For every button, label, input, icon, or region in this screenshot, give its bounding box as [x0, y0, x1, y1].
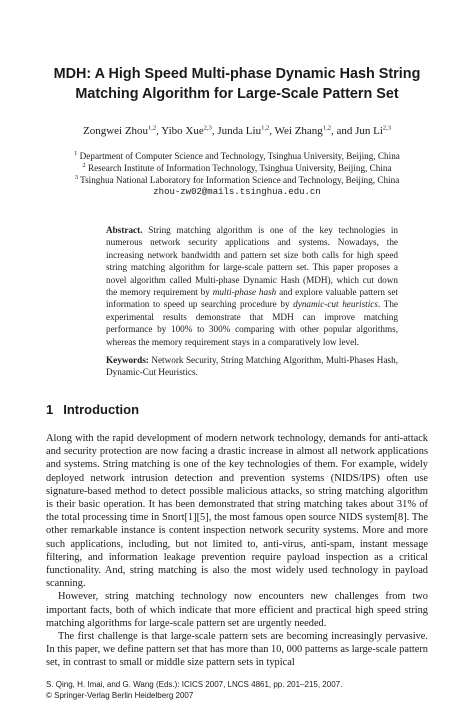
affiliation-text: Research Institute of Information Technology, Tsinghua University, Beijing, China	[85, 163, 392, 173]
section-number: 1	[46, 402, 54, 417]
affiliation	[30, 150, 444, 162]
page-footer	[46, 680, 428, 701]
keywords-text: Network Security, String Matching Algorithm, Multi-Phases Hash, Dynamic-Cut Heuristics.	[106, 355, 398, 378]
footer-copyright: © Springer-Verlag Berlin Heidelberg 2007	[46, 690, 194, 700]
author-name: Zongwei Zhou	[82, 125, 149, 137]
affiliation-list	[30, 150, 444, 186]
abstract-run: String matching algorithm is one of the key technologies in numerous network security applications and systems. Nowadays, the increasing network bandwidth and pattern set size both calls for high speed string matching algorithm for large-scale pattern set. This paper proposes a novel algorithm called Multi-phase Dynamic Hash (MDH), which cut down the memory requirement by	[106, 225, 398, 298]
abstract-run: and explore valuable pattern set information to speed up searching procedure by	[106, 287, 398, 310]
affiliation-text: Department of Computer Science and Technology, Tsinghua University, Beijing, China	[77, 151, 400, 161]
abstract	[106, 224, 398, 348]
author-list: Zongwei Zhou$^{1,2}$, Yibo Xue$^{2,3}$, Junda Liu$^{1,2}$, Wei Zhang$^{1,2}$, and Jun Li$^{2,3}$	[82, 124, 392, 137]
affiliation-mark: 3	[74, 173, 78, 181]
affiliation	[30, 162, 444, 174]
section-title: Introduction	[63, 402, 140, 417]
paper-title: MDH: A High Speed Multi-phase Dynamic Hash String Matching Algorithm for Large-Scale Pattern Set	[53, 66, 421, 102]
author-name: Jun Li	[355, 125, 383, 137]
body-paragraph: The first challenge is that large-scale pattern sets are becoming increasingly pervasive. In this paper, we define pattern set that has more than 10, 000 patterns as large-scale pattern set, in contrast to small or middle size pattern sets in typical	[46, 631, 428, 669]
affiliation-mark: 1	[74, 149, 78, 157]
author-affiliation-mark: 1,2	[261, 124, 270, 132]
abstract-label: Abstract.	[106, 225, 143, 235]
abstract-text	[106, 225, 398, 347]
abstract-emphasis: dynamic-cut heuristics	[293, 299, 378, 310]
author-affiliation-mark: 1,2	[322, 124, 331, 132]
abstract-emphasis: multi-phase hash	[212, 287, 277, 298]
keywords	[106, 354, 398, 379]
keywords-label: Keywords:	[106, 355, 149, 365]
author-affiliation-mark: 2,3	[203, 124, 212, 132]
footer-citation: S. Qing, H. Imai, and G. Wang (Eds.): ICICS 2007, LNCS 4861, pp. 201–215, 2007.	[46, 680, 343, 689]
body-paragraph: However, string matching technology now encounters new challenges from two important facts, both of which indicate that more efficient and practical high speed string matching algorithms for large-scale pattern set are urgently needed.	[46, 591, 428, 629]
author-email: zhou-zw02@mails.tsinghua.edu.cn	[153, 187, 321, 197]
section-heading	[46, 402, 428, 417]
author-name: Yibo Xue	[161, 125, 204, 137]
author-name: Wei Zhang	[274, 125, 323, 137]
affiliation-mark: 2	[82, 161, 86, 169]
author-affiliation-mark: 2,3	[382, 124, 392, 132]
affiliation-text: Tsinghua National Laboratory for Information Science and Technology, Beijing, China	[77, 175, 400, 185]
body-paragraph: Along with the rapid development of modern network technology, demands for anti-attack and security protection are now facing a drastic increase in almost all network applications and systems. String matching is one of the key technologies of them. For example, widely deployed network intrusion detection and prevention systems (NIDS/IPS) often use signature-based method to detect possible malicious attacks, so string matching algorithm is their basic operation. It has been demonstrated that string matching takes about 31% of the total processing time in Snort[1][5], the most famous open source NIDS system[8]. The other remarkable instance is content inspection network security systems. More and more such applications, including, but not limited to, anti-virus, anti-spam, instant message filtering, and information leakage prevention require payload inspection as a critical functionality. And, string matching is also the most widely used technology in payload scanning.	[46, 433, 428, 590]
affiliation	[30, 174, 444, 186]
affiliations	[30, 150, 444, 198]
author-name: Junda Liu	[217, 125, 262, 137]
section-body	[46, 432, 428, 670]
author-affiliation-mark: 1,2	[148, 124, 157, 132]
abstract-run: . The experimental results demonstrate that MDH can improve matching performance by 100% to 300% comparing with other popular algorithms, whereas the memory requirement stays in a comparatively low level.	[106, 299, 398, 347]
